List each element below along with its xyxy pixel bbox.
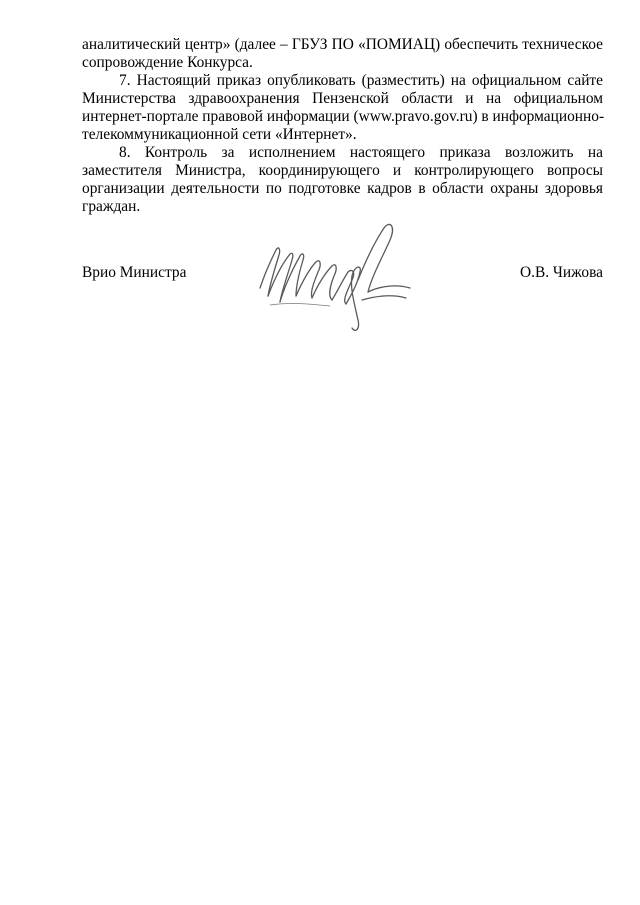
- text-line: интернет-портале правовой информации (www.pravo.gov.ru) в информационно-: [82, 108, 605, 125]
- text-line: граждан.: [82, 198, 141, 215]
- text-line: Министерства здравоохранения Пензенской области и на официальном: [82, 90, 603, 107]
- handwritten-signature: [250, 210, 420, 345]
- text-line: 7. Настоящий приказ опубликовать (разместить) на официальном сайте: [119, 72, 603, 89]
- text-line: заместителя Министра, координирующего и контролирующего вопросы: [82, 162, 603, 179]
- document-body: [82, 36, 603, 216]
- text-line: аналитический центр» (далее – ГБУЗ ПО «ПОМИАЦ) обеспечить техническое: [82, 36, 603, 53]
- text-line: сопровождение Конкурса.: [82, 54, 253, 71]
- paragraph-6-continuation: [82, 36, 603, 72]
- text-line: телекоммуникационной сети «Интернет».: [82, 126, 357, 143]
- paragraph-8: [82, 144, 603, 216]
- text-line: 8. Контроль за исполнением настоящего приказа возложить на: [119, 144, 603, 161]
- signatory-name: О.В. Чижова: [519, 264, 603, 281]
- signatory-role: Врио Министра: [82, 264, 187, 281]
- paragraph-7: [82, 72, 603, 144]
- text-line: организации деятельности по подготовке кадров в области охраны здоровья: [82, 180, 603, 197]
